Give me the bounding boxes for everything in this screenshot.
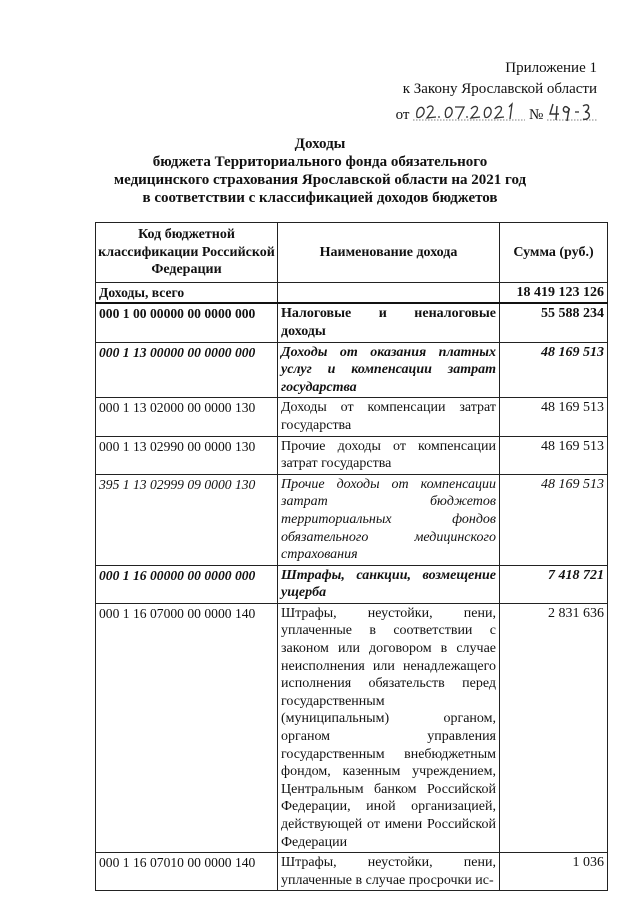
row-amount: 48 169 513 [500,398,608,436]
row-code: 000 1 13 00000 00 0000 000 [96,342,278,398]
table-row [96,565,608,603]
row-code: 000 1 16 07010 00 0000 140 [96,853,278,891]
row-name: Штрафы, санкции, возмещение ущерба [278,565,500,603]
income-table [95,222,608,891]
table-header-row [96,223,608,283]
header-code: Код бюджетной классификации Российской Федерации [96,223,278,283]
title-line-4: в соответствии с классификацией доходов бюджетов [142,190,498,206]
title-line-1: Доходы [294,136,346,152]
table-row [96,398,608,436]
title-line-2: бюджета Территориального фонда обязательного [152,154,488,170]
header-name: Наименование дохода [278,223,500,283]
row-amount: 48 169 513 [500,342,608,398]
row-name: Штрафы, неустойки, пени, уплаченные в соответствии с законом или договором в случае неисполнения или ненадлежащего исполнения обязательств перед государственным (муниципальным) органом, органом управления государственным внебюджетным фондом, казенным учреждением, Центральным банком Российской Федерации, иной организацией, действующей от имени Российской Федерации [278,603,500,852]
row-code: 000 1 13 02990 00 0000 130 [96,436,278,474]
row-name: Доходы от компенсации затрат государства [278,398,500,436]
table-row [96,474,608,565]
row-amount: 7 418 721 [500,565,608,603]
row-name [278,282,500,303]
appendix-line-2: к Закону Ярославской области [402,81,597,97]
row-code: 395 1 13 02999 09 0000 130 [96,474,278,565]
table-row [96,436,608,474]
table-row [96,282,608,303]
row-name: Доходы от оказания платных услуг и компенсации затрат государства [278,342,500,398]
row-amount: 1 036 [500,853,608,891]
row-amount: 55 588 234 [500,303,608,342]
handwritten-date [413,101,525,125]
table-row [96,603,608,852]
appendix-header [396,58,597,124]
row-amount: 48 169 513 [500,436,608,474]
appendix-line-1: Приложение 1 [505,60,597,76]
row-amount: 48 169 513 [500,474,608,565]
row-code: 000 1 16 07000 00 0000 140 [96,603,278,852]
table-row [96,853,608,891]
row-code: 000 1 00 00000 00 0000 000 [96,303,278,342]
document-title [0,135,640,207]
row-code: 000 1 13 02000 00 0000 130 [96,398,278,436]
table-row [96,303,608,342]
from-label: от [395,107,410,123]
row-name: Налоговые и неналоговые доходы [278,303,500,342]
title-line-3: медицинского страхования Ярославской области на 2021 год [113,172,527,188]
row-name: Прочие доходы от компенсации затрат государства [278,436,500,474]
header-amount: Сумма (руб.) [500,223,608,283]
row-amount: 2 831 636 [500,603,608,852]
row-name: Штрафы, неустойки, пени, уплаченные в случае просрочки ис- [278,853,500,891]
row-code: Доходы, всего [96,282,278,303]
number-label: № [528,107,544,123]
row-code: 000 1 16 00000 00 0000 000 [96,565,278,603]
handwritten-number [547,100,597,126]
table-row [96,342,608,398]
row-name: Прочие доходы от компенсации затрат бюджетов территориальных фондов обязательного медицинского страхования [278,474,500,565]
row-amount: 18 419 123 126 [500,282,608,303]
appendix-date-number-line [396,100,597,124]
